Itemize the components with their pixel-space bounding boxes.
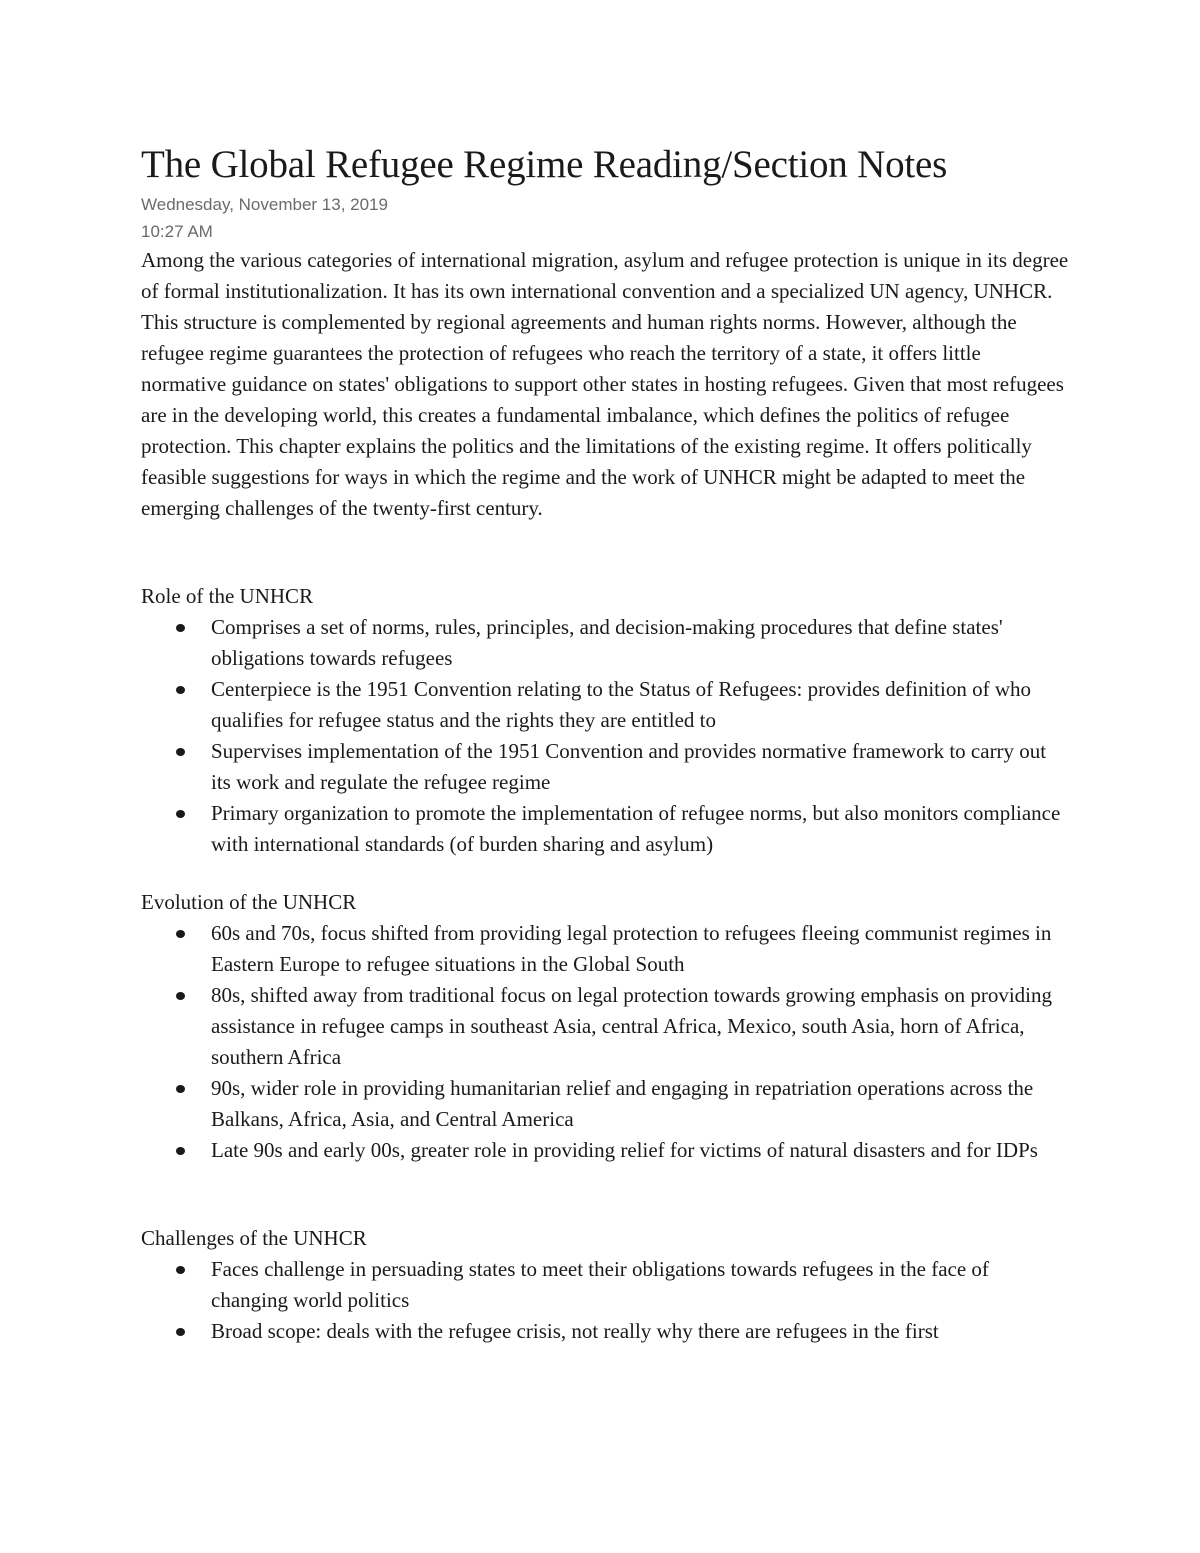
section-challenges: [141, 1223, 1071, 1347]
list-item-text: 80s, shifted away from traditional focus on legal protection towards growing emphasis on providing assistance in refugee camps in southeast Asia, central Africa, Mexico, south Asia, horn of Africa, southern Africa: [211, 983, 1052, 1069]
section-heading: Evolution of the UNHCR: [141, 890, 357, 914]
bullet-list: [141, 1254, 1071, 1347]
intro-paragraph: Among the various categories of international migration, asylum and refugee protection is unique in its degree of formal institutionalization. It has its own international convention and a specialized UN agency, UNHCR. This structure is complemented by regional agreements and human rights norms. However, although the refugee regime guarantees the protection of refugees who reach the territory of a state, it offers little normative guidance on states' obligations to support other states in hosting refugees. Given that most refugees are in the developing world, this creates a fundamental imbalance, which defines the politics of refugee protection. This chapter explains the politics and the limitations of the existing regime. It offers politically feasible suggestions for ways in which the regime and the work of UNHCR might be adapted to meet the emerging challenges of the twenty-first century.: [141, 248, 1069, 520]
list-item-text: Comprises a set of norms, rules, principles, and decision-making procedures that define states' obligations towards refugees: [211, 615, 1003, 670]
bullet-list: [141, 612, 1071, 860]
bullet-icon: [176, 686, 185, 694]
list-item: [141, 1135, 1071, 1166]
list-item-text: Faces challenge in persuading states to meet their obligations towards refugees in the face of changing world politics: [211, 1257, 989, 1312]
section-evolution: [141, 887, 1071, 1166]
list-item-text: Primary organization to promote the implementation of refugee norms, but also monitors compliance with international standards (of burden sharing and asylum): [211, 801, 1061, 856]
bullet-icon: [176, 930, 185, 938]
bullet-list: [141, 918, 1071, 1166]
list-item: [141, 798, 1071, 860]
spacer: [141, 860, 1071, 887]
page-title: The Global Refugee Regime Reading/Section Notes: [141, 143, 948, 186]
list-item-text: Broad scope: deals with the refugee crisis, not really why there are refugees in the first: [211, 1319, 939, 1343]
list-item: [141, 980, 1071, 1073]
list-item-text: 60s and 70s, focus shifted from providing legal protection to refugees fleeing communist regimes in Eastern Europe to refugee situations in the Global South: [211, 921, 1052, 976]
note-date: Wednesday, November 13, 2019: [141, 195, 388, 214]
list-item: [141, 1316, 1071, 1347]
list-item: [141, 918, 1071, 980]
list-item: [141, 1254, 1071, 1316]
bullet-icon: [176, 624, 185, 632]
section-role: [141, 581, 1071, 860]
list-item-text: Late 90s and early 00s, greater role in providing relief for victims of natural disasters and for IDPs: [211, 1138, 1038, 1162]
bullet-icon: [176, 748, 185, 756]
list-item-text: 90s, wider role in providing humanitarian relief and engaging in repatriation operations across the Balkans, Africa, Asia, and Central America: [211, 1076, 1034, 1131]
spacer: [141, 524, 1071, 581]
section-heading: Role of the UNHCR: [141, 584, 314, 608]
list-item: [141, 612, 1071, 674]
list-item: [141, 736, 1071, 798]
document-page: [141, 138, 1071, 1347]
bullet-icon: [176, 1147, 185, 1155]
bullet-icon: [176, 992, 185, 1000]
bullet-icon: [176, 810, 185, 818]
bullet-icon: [176, 1328, 185, 1336]
list-item-text: Supervises implementation of the 1951 Convention and provides normative framework to carry out its work and regulate the refugee regime: [211, 739, 1047, 794]
spacer: [141, 1166, 1071, 1223]
note-time: 10:27 AM: [141, 222, 213, 241]
bullet-icon: [176, 1085, 185, 1093]
list-item-text: Centerpiece is the 1951 Convention relating to the Status of Refugees: provides definition of who qualifies for refugee status and the rights they are entitled to: [211, 677, 1031, 732]
list-item: [141, 674, 1071, 736]
list-item: [141, 1073, 1071, 1135]
section-heading: Challenges of the UNHCR: [141, 1226, 367, 1250]
bullet-icon: [176, 1266, 185, 1274]
